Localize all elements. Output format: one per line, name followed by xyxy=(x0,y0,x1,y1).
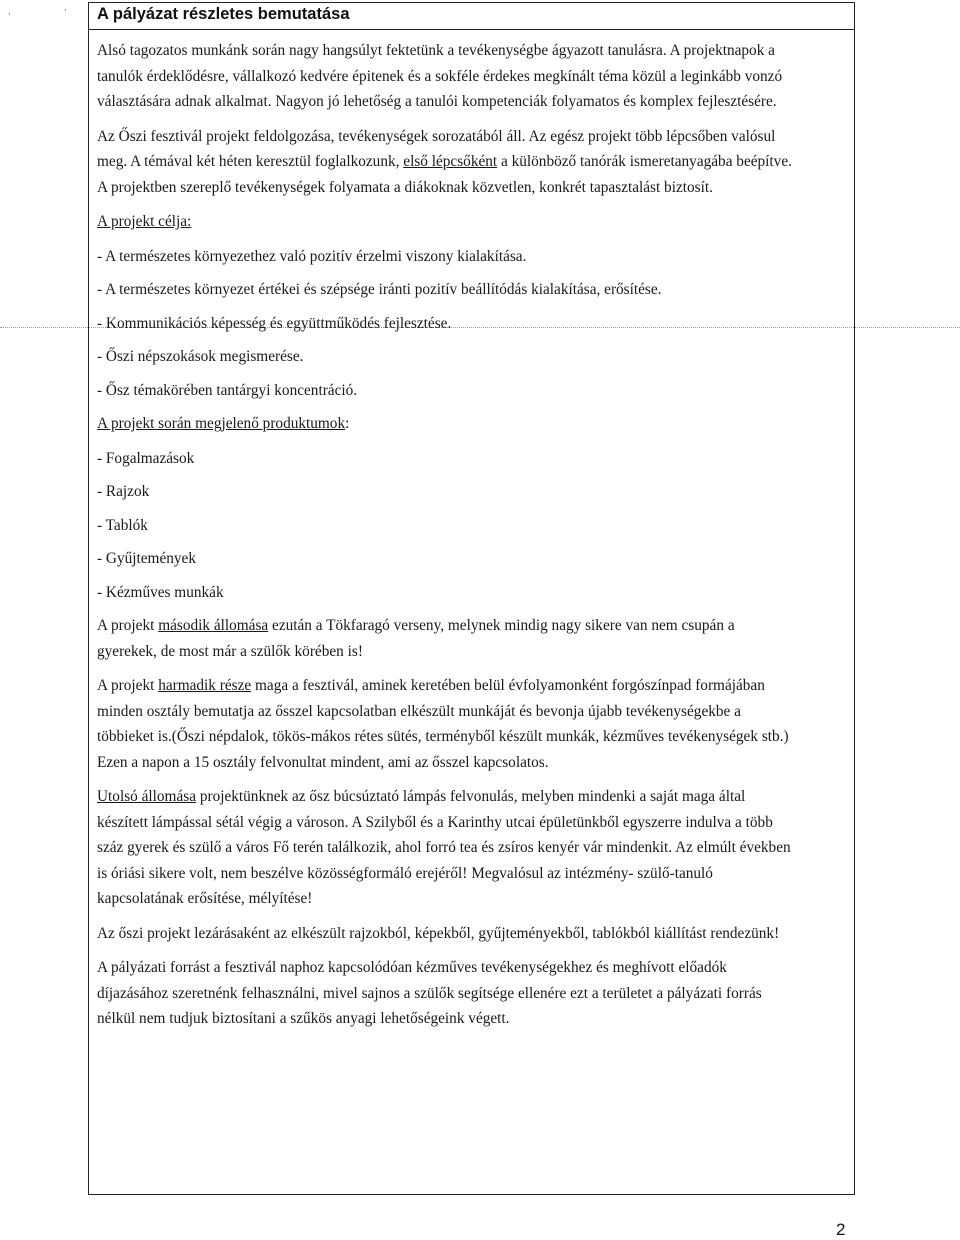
products-heading xyxy=(97,411,797,437)
goal-item: - A természetes környezethez való pozitív érzelmi viszony kialakítása. xyxy=(97,247,527,265)
second-station-text-end: ezután a Tökfaragó verseny, melynek mindig nagy sikere van nem csupán a gyerekek, de most már a szülők körében is! xyxy=(97,617,735,660)
last-station-underlined: Utolsó állomása xyxy=(97,788,196,805)
second-station-paragraph xyxy=(97,613,797,664)
page-number: 2 xyxy=(836,1220,846,1239)
goal-item: - Őszi népszokások megismerése. xyxy=(97,348,304,365)
products-heading-text: A projekt során megjelenő produktumok xyxy=(97,415,346,432)
project-paragraph-text-end: a különböző tanórák ismeretanyagába beépítve. A projektben szereplő tevékenységek folyamata a diákoknak közvetlen, konkrét tapasztalást biztosít. xyxy=(97,153,792,196)
document-frame xyxy=(88,2,855,1195)
second-station-text: A projekt xyxy=(97,617,159,634)
third-part-text-end: maga a fesztivál, aminek keretében belül évfolyamonként forgószínpad formájában minden osztály bemutatja az ősszel kapcsolatban elkészült munkáját és bevonja újabb tevékenységekbe a többieket is.(Őszi népdalok, tökös-mákos rétes sütés, terményből készült munkák, kézműves tevékenységek stb.) Ezen a napon a 15 osztály felvonultat mindent, ami az ősszel kapcsolatos. xyxy=(97,677,789,771)
exhibition-paragraph: Az őszi projekt lezárásaként az elkészült rajzokból, képekből, gyűjteményekből, tablókból kiállítást rendezünk! xyxy=(97,924,780,942)
third-part-underlined: harmadik része xyxy=(158,677,252,694)
goal-item: - Kommunikációs képesség és együttműködés fejlesztése. xyxy=(97,314,452,332)
third-part-paragraph xyxy=(97,673,797,775)
product-item: - Tablók xyxy=(97,516,148,534)
product-item: - Fogalmazások xyxy=(97,449,195,467)
project-paragraph-text: Az Őszi fesztivál projekt feldolgozása, tevékenységek sorozatából áll. Az egész projekt több lépcsőben valósul meg. A témával két héten keresztül foglalkozunk, xyxy=(97,127,776,170)
corner-mark: , xyxy=(8,6,11,16)
second-station-underlined: második állomása xyxy=(158,617,269,634)
section-content xyxy=(97,38,797,1041)
last-station-paragraph xyxy=(97,784,797,912)
product-item: - Gyűjtemények xyxy=(97,550,196,567)
project-paragraph xyxy=(97,124,797,201)
intro-paragraph: Alsó tagozatos munkánk során nagy hangsúlyt fektetünk a tevékenységbe ágyazott tanulásra. A projektnapok a tanulók érdeklődésre, vállalkozó kedvére épitenek és a sokféle érdekes megkínált téma közül a leginkább vonzó választására adnak alkalmat. Nagyon jó lehetőség a tanulói kompetenciák folyamatos és komplex fejlesztésére. xyxy=(97,42,783,110)
product-item: - Rajzok xyxy=(97,483,150,500)
goal-item: - A természetes környezet értékei és szépsége iránti pozitív beállítódás kialakítása, erősítése. xyxy=(97,281,662,298)
third-part-text: A projekt xyxy=(97,677,159,694)
products-heading-colon: : xyxy=(345,415,350,432)
corner-mark: , xyxy=(64,2,67,12)
goals-heading: A projekt célja: xyxy=(97,213,192,230)
last-station-text: projektünknek az ősz búcsúztató lámpás felvonulás, melyben mindenki a saját maga által készített lámpással sétál végig a városon. A Szilyből és a Karinthy utcai épületünkből egyszerre indulva a több száz gyerek és szülő a város Fő terén találkozik, ahol forró tea és zsíros kenyér vár mindenkit. Az elmúlt években is óriási sikere volt, nem beszélve közösségformáló erejéről! Megvalósul az intézmény- szülő-tanuló kapcsolatának erősítése, mélyítése! xyxy=(97,788,791,907)
goal-item: - Ősz témakörében tantárgyi koncentráció. xyxy=(97,381,358,399)
funding-paragraph: A pályázati forrást a fesztivál naphoz kapcsolódóan kézműves tevékenységekhez és meghívott előadók díjazásához szeretnénk felhasználni, mivel sajnos a szülők segítsége ellenére ezt a területet a pályázati forrás nélkül nem tudjuk biztosítani a szűkös anyagi lehetőségeink végett. xyxy=(97,959,762,1027)
product-item: - Kézműves munkák xyxy=(97,583,224,601)
section-title: A pályázat részletes bemutatása xyxy=(97,5,350,23)
section-heading-bar xyxy=(89,3,854,30)
first-step-underlined: első lépcsőként xyxy=(403,153,498,170)
